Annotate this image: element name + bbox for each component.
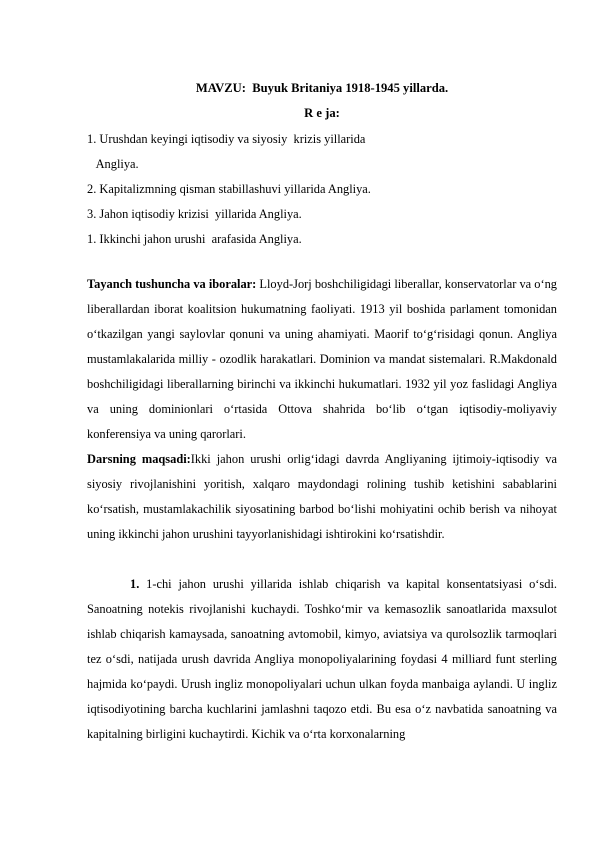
page-title: MAVZU: Buyuk Britaniya 1918-1945 yillarda. [195, 81, 449, 95]
plan-heading: R e ja: [304, 106, 340, 120]
key-terms-text: Lloyd-Jorj boshchiligidagi liberallar, konservatorlar va o‘ng liberallardan iborat koalitsion hukumatning faoliyati. 1913 yil boshida parlament tomonidan o‘tkazilgan yangi saylovlar qonuni va uning ahamiyati. Maorif to‘g‘risidagi qonun. Angliya mustamlakalarida milliy - ozodlik harakatlari. Dominion va mandat sistemalari. R.Makdonald boshchiligidagi liberallarning birinchi va ikkinchi hukumatlari. 1932 yil yoz faslidagi Angliya va uning dominionlari o‘rtasida Ottova shahrida bo‘lib o‘tgan iqtisodiy-moliyaviy konferensiya va uning qarorlari. [87, 277, 557, 441]
section-1-text: 1-chi jahon urushi yillarida ishlab chiqarish va kapital konsentatsiyasi o‘sdi. Sanoatning notekis rivojlanishi kuchaydi. Toshko‘mir va kemasozlik sanoatlarida maxsulot ishlab chiqarish kamaysada, sanoatning avtomobil, kimyo, aviatsiya va qurolsozlik tarmoqlari tez o‘sdi, natijada urush davrida Angliya monopoliyalarining foydasi 4 milliard funt sterling hajmida ko‘paydi. Urush ingliz monopoliyalari uchun ulkan foyda manbaiga aylandi. U ingliz iqtisodiyotining barcha kuchlarini jamlashni taqozo etdi. Bu esa o‘z navbatida sanoatning va kapitalning birligini kuchaytirdi. Kichik va o‘rta korxonalarning [87, 577, 557, 741]
key-terms-paragraph [87, 272, 557, 447]
plan-list [87, 127, 557, 252]
key-terms-label: Tayanch tushuncha va iboralar: [87, 277, 257, 291]
plan-item: 3. Jahon iqtisodiy krizisi yillarida Angliya. [87, 207, 302, 221]
lesson-goal-text: Ikki jahon urushi orlig‘idagi davrda Angliyaning ijtimoiy-iqtisodiy va siyosiy rivojlanishini yoritish, xalqaro maydondagi rolining tushib ketishini sabablarini ko‘rsatish, mustamlakachilik siyosatining barbod bo‘lishi mohiyatini ochib berish va nihoyat uning ikkinchi jahon urushini tayyorlanishidagi ishtirokini ko‘rsatishdir. [87, 452, 557, 541]
section-1-paragraph [87, 572, 557, 747]
section-1-number: 1. [130, 577, 140, 591]
plan-item: 1. Ikkinchi jahon urushi arafasida Angliya. [87, 232, 302, 246]
lesson-goal-paragraph [87, 447, 557, 547]
plan-item: 2. Kapitalizmning qisman stabillashuvi yillarida Angliya. [87, 182, 371, 196]
lesson-goal-label: Darsning maqsadi: [87, 452, 191, 466]
plan-item: Angliya. [87, 157, 139, 171]
plan-item: 1. Urushdan keyingi iqtisodiy va siyosiy krizis yillarida [87, 132, 366, 146]
